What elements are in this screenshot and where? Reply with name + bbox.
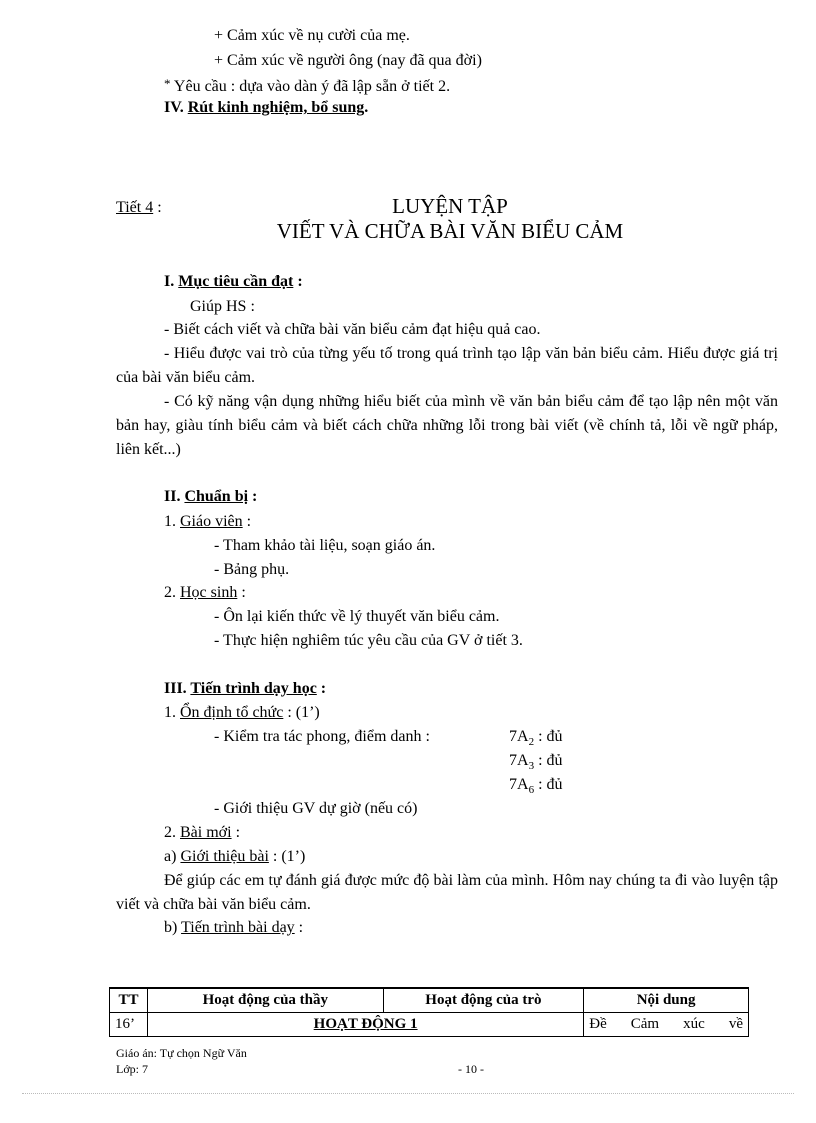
class-attendance (509, 727, 563, 752)
row-time: 16’ (110, 1013, 148, 1037)
teacher-prep-2: - Bảng phụ. (214, 561, 290, 578)
section-1-title: Mục tiêu cần đạt (178, 273, 294, 290)
stabilize-time: : (1’) (283, 704, 320, 721)
lesson-label (116, 198, 162, 218)
intro-heading (164, 847, 305, 867)
row-activity: HOẠT ĐỘNG 1 (147, 1013, 583, 1037)
footer-grade: Lớp: 7 (116, 1062, 149, 1076)
new-lesson-colon: : (231, 824, 241, 841)
lesson-title-1: LUYỆN TẬP (392, 194, 508, 218)
process-colon: : (294, 919, 304, 936)
section-3-colon: : (316, 680, 327, 697)
class-status: : đủ (534, 752, 563, 769)
class-subscript: 3 (528, 760, 535, 773)
section-1-colon: : (293, 273, 303, 290)
process-heading (164, 918, 303, 938)
section-2-number: II. (164, 488, 185, 505)
new-lesson-number: 2. (164, 824, 180, 841)
intro-title: Giới thiệu bài (180, 848, 269, 865)
teacher-number: 1. (164, 513, 180, 530)
student-prep-1: - Ôn lại kiến thức về lý thuyết văn biểu cảm. (214, 608, 500, 625)
objective-1: - Biết cách viết và chữa bài văn biểu cảm đạt hiệu quả cao. (164, 321, 541, 338)
lesson-plan-table (109, 987, 749, 1037)
header-student-activity: Hoạt động của trò (383, 988, 584, 1013)
lesson-colon: : (153, 199, 162, 216)
section-2-title: Chuẩn bị (184, 488, 249, 505)
section-4-heading (164, 98, 368, 118)
section-4-end: . (364, 99, 369, 116)
section-3-title: Tiến trình dạy học (190, 680, 317, 697)
section-2-colon: : (248, 488, 258, 505)
teacher-prep-1: - Tham khảo tài liệu, soạn giáo án. (214, 537, 436, 554)
footer-subject: Giáo án: Tự chọn Ngữ Văn (116, 1046, 247, 1060)
bullet-nu-cuoi: + Cảm xúc về nụ cười của mẹ. (214, 27, 410, 44)
section-1-intro: Giúp HS : (190, 298, 255, 315)
teacher-title: Giáo viên (180, 513, 243, 530)
stabilize-heading (164, 703, 320, 723)
bullet-nguoi-ong: + Cảm xúc về người ông (nay đã qua đời) (214, 52, 482, 69)
objective-3: - Có kỹ năng vận dụng những hiểu biết của mình về văn bản biểu cảm để tạo lập nên một văn bản hay, giàu tính biểu cảm và biết cách chữa những lỗi trong bài viết (về chính tả, lỗi về ngữ pháp, liên kết...) (116, 393, 778, 458)
class-name: 7A (509, 728, 529, 745)
student-colon: : (237, 584, 246, 601)
intro-paragraph: Để giúp các em tự đánh giá được mức độ bài làm của mình. Hôm nay chúng ta đi vào luyện tập viết và chữa bài văn biểu cảm. (116, 872, 778, 913)
section-1-number: I. (164, 273, 179, 290)
section-2-heading (164, 487, 257, 507)
class-attendance (509, 775, 563, 800)
class-subscript: 2 (528, 736, 535, 749)
teacher-heading (164, 512, 251, 532)
process-number: b) (164, 919, 182, 936)
student-number: 2. (164, 584, 180, 601)
intro-number: a) (164, 848, 181, 865)
stabilize-title: Ổn định tổ chức (180, 704, 284, 721)
class-subscript: 6 (528, 784, 535, 797)
student-title: Học sinh (180, 584, 238, 601)
student-prep-2: - Thực hiện nghiêm túc yêu cầu của GV ở tiết 3. (214, 632, 523, 649)
teacher-colon: : (242, 513, 252, 530)
intro-time: : (1’) (268, 848, 306, 865)
class-name: 7A (509, 776, 529, 793)
class-status: : đủ (534, 776, 563, 793)
stabilize-number: 1. (164, 704, 180, 721)
class-status: : đủ (534, 728, 563, 745)
row-content: Đề Cảm xúc về (584, 1013, 749, 1037)
footer-page-number: - 10 - (458, 1062, 484, 1076)
lesson-title-2: VIẾT VÀ CHỮA BÀI VĂN BIỂU CẢM (276, 219, 624, 243)
new-lesson-heading (164, 823, 240, 843)
section-1-heading (164, 272, 303, 292)
attendance-check: - Kiểm tra tác phong, điểm danh : (214, 728, 430, 745)
header-tt: TT (110, 988, 148, 1013)
table-header-row (110, 988, 749, 1013)
process-title: Tiến trình bài dạy (181, 919, 295, 936)
table-row (110, 1013, 749, 1037)
header-teacher-activity: Hoạt động của thầy (147, 988, 383, 1013)
requirement-text: Yêu cầu : dựa vào dàn ý đã lập sẵn ở tiết 2. (170, 78, 451, 95)
section-4-number: IV. (164, 99, 188, 116)
class-name: 7A (509, 752, 529, 769)
asterisk-mark: * (164, 76, 171, 91)
header-content: Nội dung (584, 988, 749, 1013)
objective-2: - Hiểu được vai trò của từng yếu tố trong quá trình tạo lập văn bản biểu cảm. Hiểu được giá trị của bài văn biểu cảm. (116, 345, 778, 386)
section-3-heading (164, 679, 326, 699)
class-attendance (509, 751, 563, 776)
section-3-number: III. (164, 680, 191, 697)
requirement-line (164, 74, 450, 97)
guest-teacher-intro: - Giới thiệu GV dự giờ (nếu có) (214, 800, 418, 817)
page-bottom-divider (22, 1093, 794, 1094)
section-4-title: Rút kinh nghiệm, bổ sung (187, 99, 365, 116)
new-lesson-title: Bài mới (180, 824, 232, 841)
student-heading (164, 583, 246, 603)
lesson-number: Tiết 4 (116, 199, 154, 216)
